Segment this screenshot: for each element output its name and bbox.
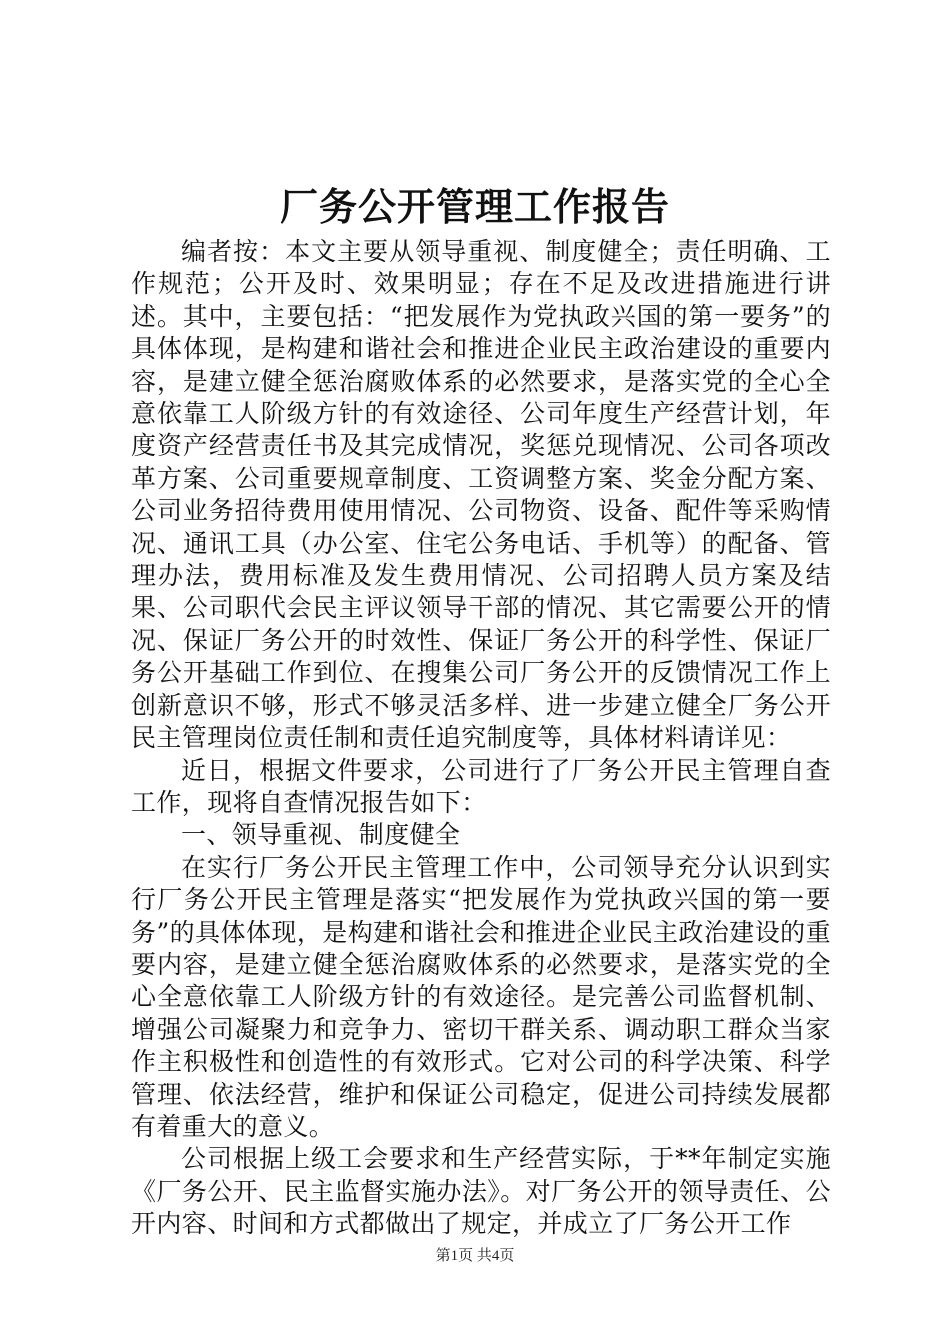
section-heading: 一、领导重视、制度健全 [181,820,461,850]
body-paragraph: 公司根据上级工会要求和生产经营实际，于**年制定实施《厂务公开、民主监督实施办法》。对厂务公开的领导责任、公开内容、时间和方式都做出了规定，并成立了厂务公开工作 [131,1144,831,1239]
intro-paragraph: 近日，根据文件要求，公司进行了厂务公开民主管理自查工作，现将自查情况报告如下： [131,755,831,817]
page-number-footer: 第1页 共4页 [435,1248,515,1264]
document-body [131,236,831,1241]
editor-note-paragraph: 编者按：本文主要从领导重视、制度健全；责任明确、工作规范；公开及时、效果明显；存在不足及改进措施进行讲述。其中，主要包括：“把发展作为党执政兴国的第一要务”的具体体现，是构建和谐社会和推进企业民主政治建设的重要内容，是建立健全惩治腐败体系的必然要求，是落实党的全心全意依靠工人阶级方针的有效途径、公司年度生产经营计划，年度资产经营责任书及其完成情况，奖惩兑现情况、公司各项改革方案、公司重要规章制度、工资调整方案、奖金分配方案、公司业务招待费用使用情况、公司物资、设备、配件等采购情况、通讯工具（办公室、住宅公务电话、手机等）的配备、管理办法，费用标准及发生费用情况、公司招聘人员方案及结果、公司职代会民主评议领导干部的情况、其它需要公开的情况、保证厂务公开的时效性、保证厂务公开的科学性、保证厂务公开基础工作到位、在搜集公司厂务公开的反馈情况工作上创新意识不够，形式不够灵活多样、进一步建立健全厂务公开民主管理岗位责任制和责任追究制度等，具体材料请详见： [131,237,831,753]
body-paragraph: 在实行厂务公开民主管理工作中，公司领导充分认识到实行厂务公开民主管理是落实“把发展作为党执政兴国的第一要务”的具体体现，是构建和谐社会和推进企业民主政治建设的重要内容，是建立健全惩治腐败体系的必然要求，是落实党的全心全意依靠工人阶级方针的有效途径。是完善公司监督机制、增强公司凝聚力和竞争力、密切干群关系、调动职工群众当家作主积极性和创造性的有效形式。它对公司的科学决策、科学管理、依法经营，维护和保证公司稳定，促进公司持续发展都有着重大的意义。 [131,852,831,1141]
document-title: 厂务公开管理工作报告 [279,184,670,229]
